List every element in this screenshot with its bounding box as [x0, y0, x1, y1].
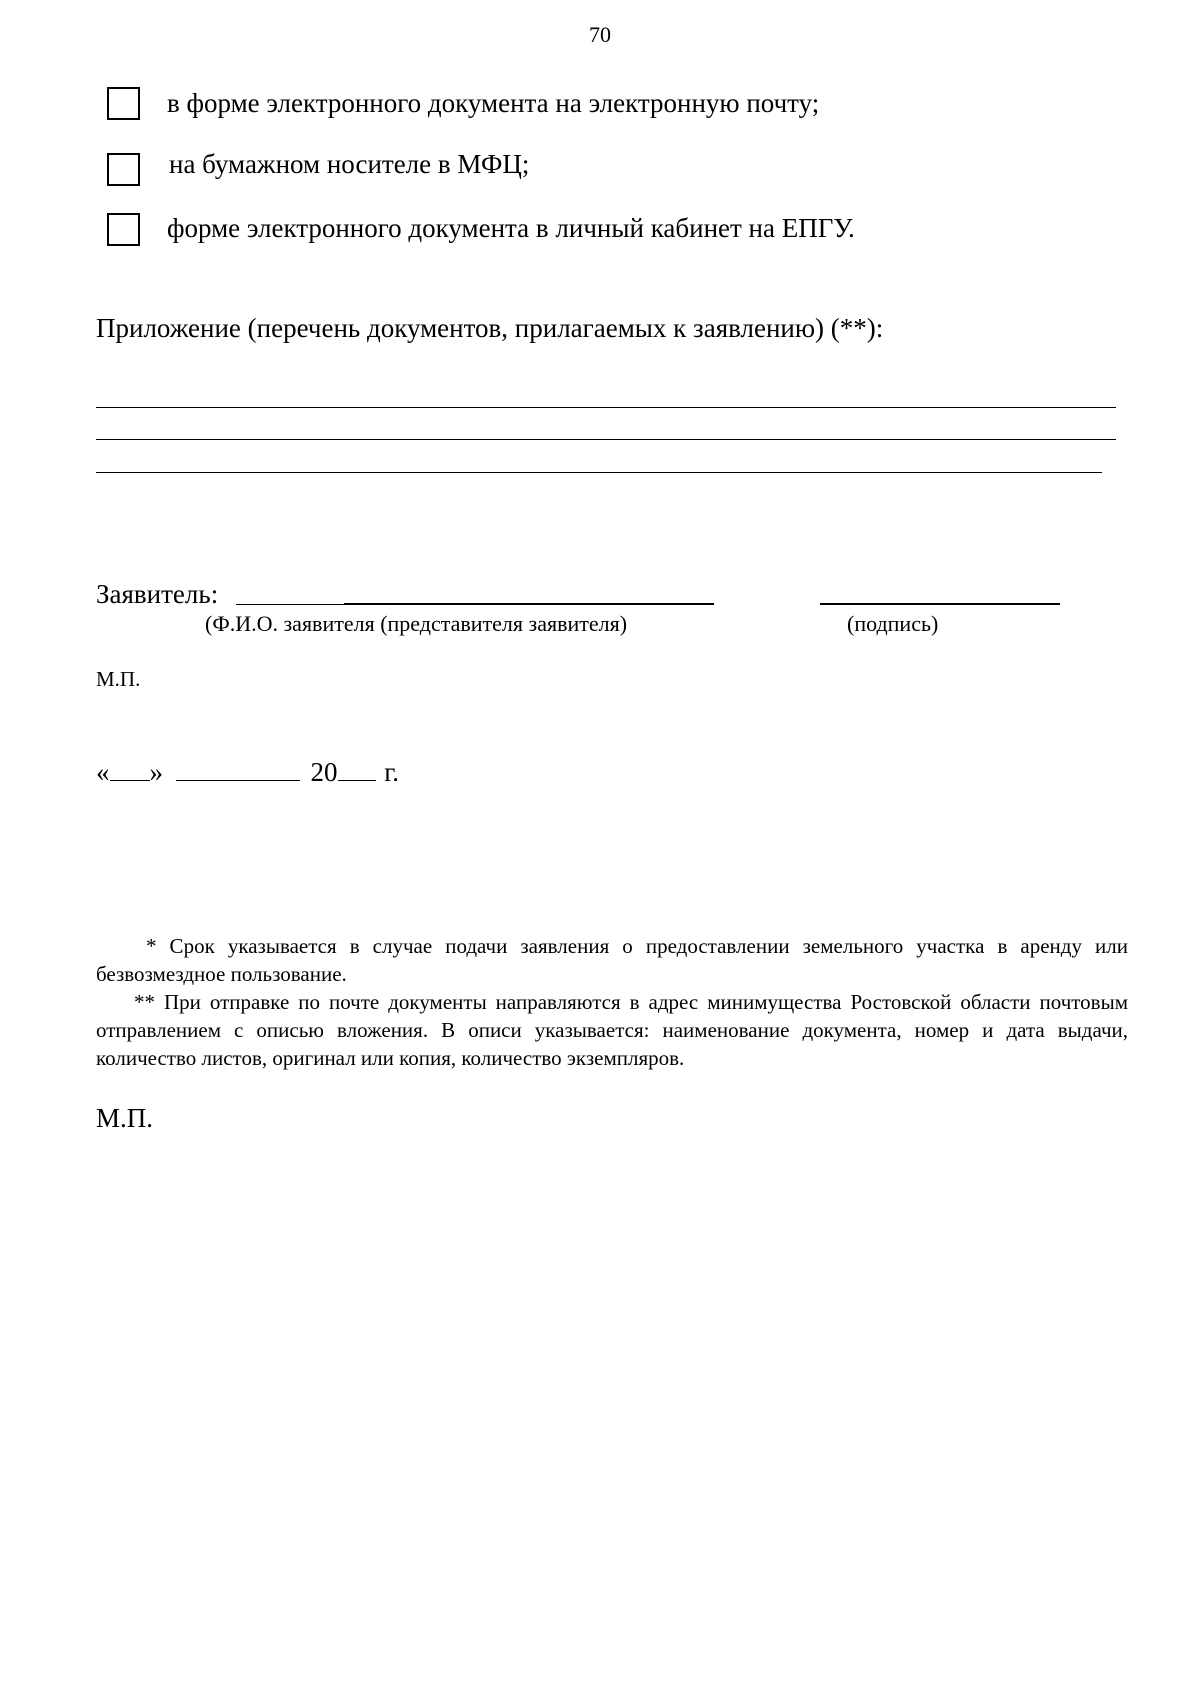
- delivery-mfc-checkbox[interactable]: [107, 153, 140, 186]
- date-month-field[interactable]: [176, 779, 300, 781]
- applicant-name-caption: (Ф.И.О. заявителя (представителя заявителя): [205, 611, 628, 636]
- attachments-line-3[interactable]: [96, 472, 1102, 473]
- date-close-quote: »: [149, 757, 163, 787]
- delivery-email-checkbox[interactable]: [107, 87, 140, 120]
- attachments-title: Приложение (перечень документов, прилагаемых к заявлению) (**):: [96, 313, 884, 343]
- signature-caption: (подпись): [847, 611, 939, 636]
- delivery-email-label: в форме электронного документа на электронную почту;: [167, 88, 820, 118]
- final-stamp-label: М.П.: [96, 1103, 154, 1133]
- delivery-epgu-label: форме электронного документа в личный кабинет на ЕПГУ.: [167, 213, 855, 243]
- applicant-signature-field[interactable]: [820, 603, 1060, 605]
- date-year-prefix: 20: [310, 757, 338, 787]
- footnotes: [96, 932, 1128, 1072]
- delivery-epgu-checkbox[interactable]: [107, 213, 140, 246]
- page-number: 70: [589, 22, 611, 47]
- applicant-name-line-short: [236, 604, 344, 605]
- applicant-label: Заявитель:: [96, 579, 219, 609]
- attachments-line-1[interactable]: [96, 407, 1116, 408]
- date-year-suffix: г.: [384, 757, 400, 787]
- delivery-mfc-label: на бумажном носителе в МФЦ;: [169, 149, 530, 179]
- attachments-line-2[interactable]: [96, 439, 1116, 440]
- date-open-quote: «: [96, 757, 110, 787]
- stamp-label: М.П.: [96, 667, 141, 691]
- date-line: [96, 757, 399, 788]
- date-year-field[interactable]: [338, 779, 376, 781]
- footnote-1: * Срок указывается в случае подачи заявления о предоставлении земельного участка в аренду или безвозмездное пользование.: [96, 934, 1128, 986]
- footnote-2: ** При отправке по почте документы направляются в адрес минимущества Ростовской области почтовым отправлением с описью вложения. В описи указывается: наименование документа, номер и дата выдачи, количество листов, оригинал или копия, количество экземпляров.: [96, 990, 1128, 1070]
- applicant-name-field[interactable]: [344, 603, 714, 605]
- date-day-field[interactable]: [110, 779, 150, 781]
